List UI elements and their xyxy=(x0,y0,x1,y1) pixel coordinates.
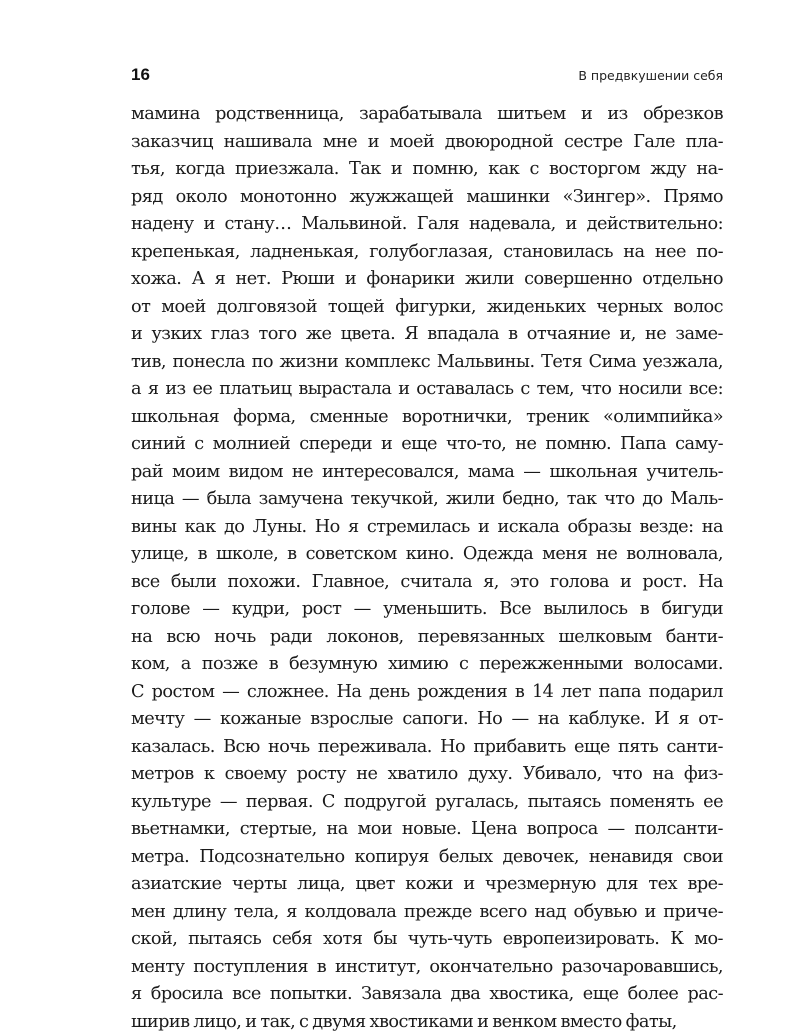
text-line: культуре — первая. С подругой ругалась, пытаясь поменять ее xyxy=(131,789,723,817)
text-line: от моей долговязой тощей фигурки, жиденьких черных волос xyxy=(131,294,723,322)
text-line: менту поступления в институт, окончательно разочаровавшись, xyxy=(131,954,723,982)
text-line: хожа. А я нет. Рюши и фонарики жили совершенно отдельно xyxy=(131,266,723,294)
text-line: С ростом — сложнее. На день рождения в 14 лет папа подарил xyxy=(131,679,723,707)
text-line: школьная форма, сменные воротнички, треник «олимпийка» xyxy=(131,404,723,432)
page-number: 16 xyxy=(131,63,150,87)
text-line: ница — была замучена текучкой, жили бедно, так что до Маль- xyxy=(131,486,723,514)
text-line: мечту — кожаные взрослые сапоги. Но — на каблуке. И я от- xyxy=(131,706,723,734)
text-line: тья, когда приезжала. Так и помню, как с восторгом жду на- xyxy=(131,156,723,184)
text-line: все были похожи. Главное, считала я, это голова и рост. На xyxy=(131,569,723,597)
text-line: тив, понесла по жизни комплекс Мальвины. Тетя Сима уезжала, xyxy=(131,349,723,377)
text-line: а я из ее платьиц вырастала и оставалась с тем, что носили все: xyxy=(131,376,723,404)
text-line: рай моим видом не интересовался, мама — школьная учитель- xyxy=(131,459,723,487)
text-line: мамина родственница, зарабатывала шитьем и из обрезков xyxy=(131,101,723,129)
text-line: азиатские черты лица, цвет кожи и чрезмерную для тех вре- xyxy=(131,871,723,899)
text-line: казалась. Всю ночь переживала. Но прибавить еще пять санти- xyxy=(131,734,723,762)
text-line: голове — кудри, рост — уменьшить. Все вылилось в бигуди xyxy=(131,596,723,624)
text-line: мен длину тела, я колдовала прежде всего над обувью и приче- xyxy=(131,899,723,927)
text-line: метров к своему росту не хватило духу. Убивало, что на физ- xyxy=(131,761,723,789)
chapter-title: В предвкушении себя xyxy=(578,64,723,88)
text-line: метра. Подсознательно копируя белых девочек, ненавидя свои xyxy=(131,844,723,872)
body-text xyxy=(131,101,723,1036)
text-line: крепенькая, ладненькая, голубоглазая, становилась на нее по- xyxy=(131,239,723,267)
text-line: надену и стану… Мальвиной. Галя надевала, и действительно: xyxy=(131,211,723,239)
running-header xyxy=(131,63,723,87)
text-line: ком, а позже в безумную химию с пережженными волосами. xyxy=(131,651,723,679)
text-line: и узких глаз того же цвета. Я впадала в отчаяние и, не заме- xyxy=(131,321,723,349)
text-line: вины как до Луны. Но я стремилась и искала образы везде: на xyxy=(131,514,723,542)
text-line: улице, в школе, в советском кино. Одежда меня не волновала, xyxy=(131,541,723,569)
text-line: я бросила все попытки. Завязала два хвостика, еще более рас- xyxy=(131,981,723,1009)
text-line: вьетнамки, стертые, на мои новые. Цена вопроса — полсанти- xyxy=(131,816,723,844)
text-line: ширив лицо, и так, с двумя хвостиками и венком вместо фаты, xyxy=(131,1009,723,1036)
text-line: заказчиц нашивала мне и моей двоюродной сестре Гале пла- xyxy=(131,129,723,157)
text-line: ряд около монотонно жужжащей машинки «Зингер». Прямо xyxy=(131,184,723,212)
text-line: синий с молнией спереди и еще что-то, не помню. Папа саму- xyxy=(131,431,723,459)
text-line: ской, пытаясь себя хотя бы чуть-чуть европеизировать. К мо- xyxy=(131,926,723,954)
text-line: на всю ночь ради локонов, перевязанных шелковым банти- xyxy=(131,624,723,652)
